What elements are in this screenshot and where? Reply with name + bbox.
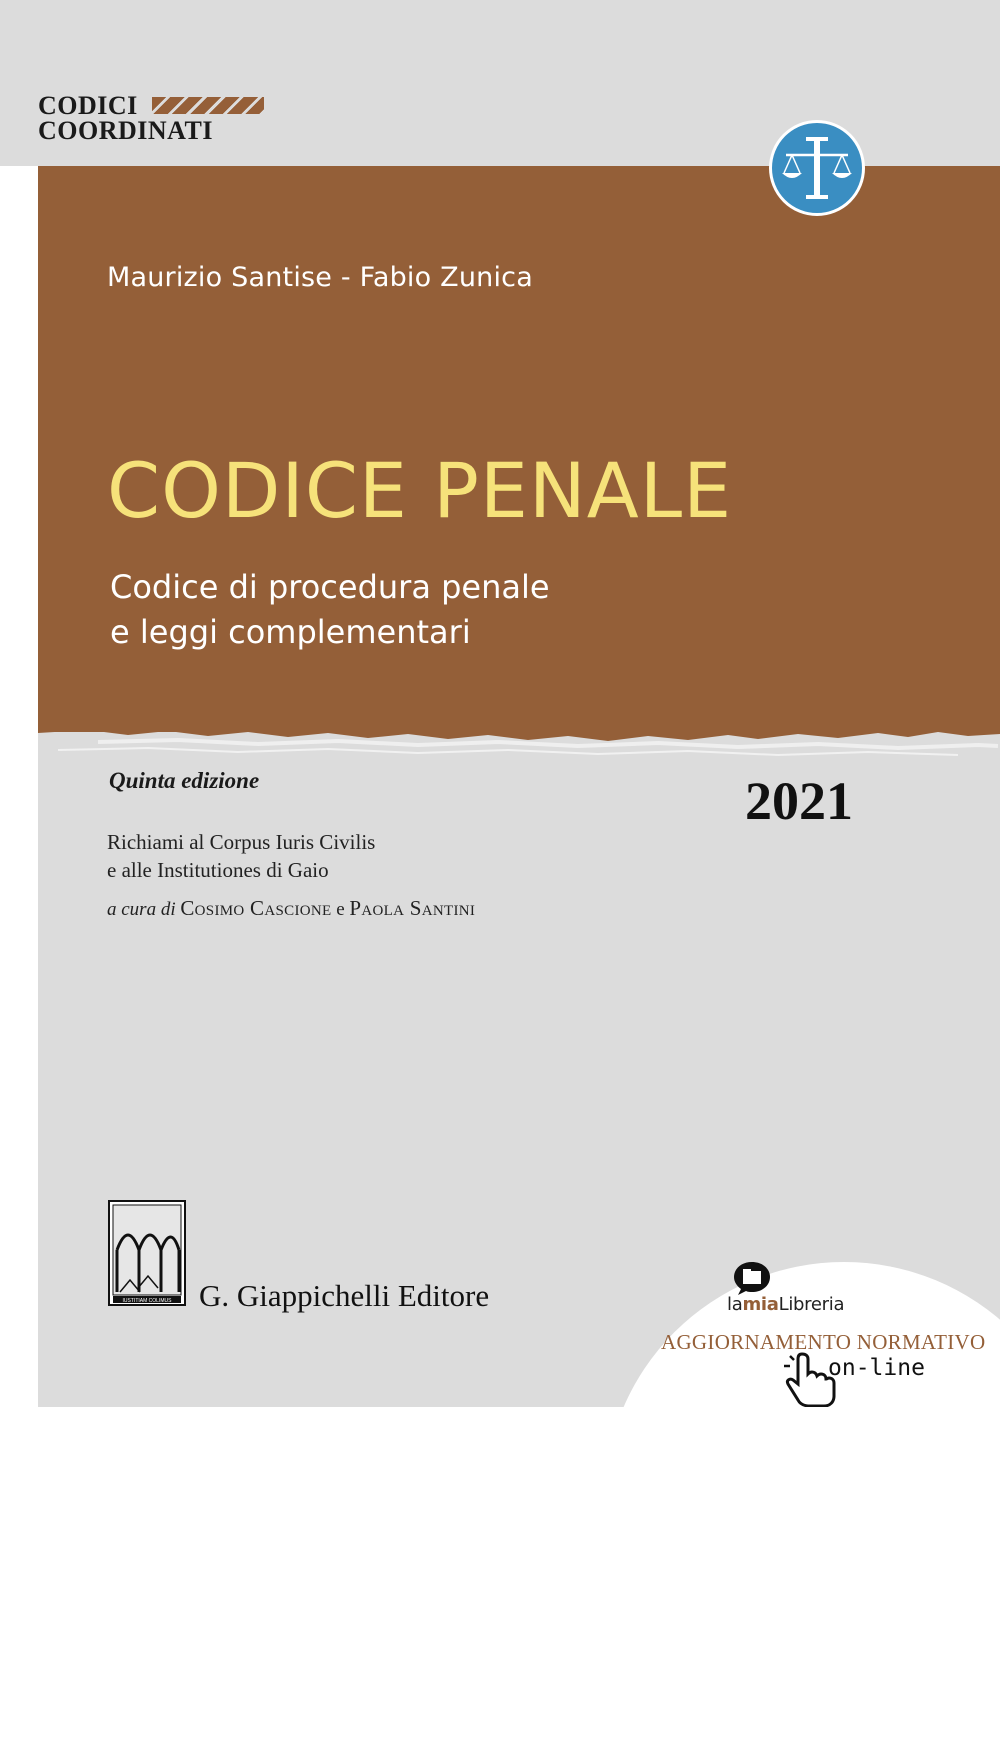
series-logo bbox=[38, 93, 213, 143]
subtitle-line-1: Codice di procedura penale bbox=[110, 568, 550, 606]
torn-paper-edge bbox=[38, 724, 1000, 758]
edition-label: Quinta edizione bbox=[109, 768, 260, 793]
publisher-name: G. Giappichelli Editore bbox=[199, 1278, 490, 1313]
curator-2: Paola Santini bbox=[349, 896, 476, 920]
normative-update-label: AGGIORNAMENTO NORMATIVO bbox=[661, 1330, 986, 1354]
edition-year: 2021 bbox=[745, 771, 853, 831]
online-label[interactable]: on-line bbox=[828, 1355, 925, 1381]
references-note bbox=[107, 828, 375, 884]
curators bbox=[107, 896, 475, 921]
note-line-2: e alle Institutiones di Gaio bbox=[107, 858, 329, 882]
library-mid: mia bbox=[742, 1294, 779, 1315]
publisher-logo-icon bbox=[108, 1200, 186, 1306]
chat-folder-icon bbox=[731, 1260, 773, 1296]
library-prefix: la bbox=[727, 1294, 743, 1315]
library-suffix: Libreria bbox=[778, 1294, 845, 1315]
subtitle-line-2: e leggi complementari bbox=[110, 613, 471, 651]
scales-of-justice-icon bbox=[769, 120, 865, 216]
publisher-motto: IUSTITIAM COLIMUS bbox=[122, 1298, 172, 1304]
authors: Maurizio Santise - Fabio Zunica bbox=[107, 262, 533, 293]
library-label[interactable] bbox=[727, 1294, 844, 1315]
curators-conjunction: e bbox=[336, 899, 345, 920]
curator-1: Cosimo Cascione bbox=[180, 896, 332, 920]
note-line-1: Richiami al Corpus Iuris Civilis bbox=[107, 830, 376, 854]
book-title: CODICE PENALE bbox=[107, 446, 733, 535]
series-stripes bbox=[152, 97, 264, 114]
series-line-1: CODICI bbox=[38, 91, 138, 120]
book-subtitle bbox=[110, 565, 550, 655]
curators-lead: a cura di bbox=[107, 899, 176, 920]
series-line-2: COORDINATI bbox=[38, 116, 213, 145]
